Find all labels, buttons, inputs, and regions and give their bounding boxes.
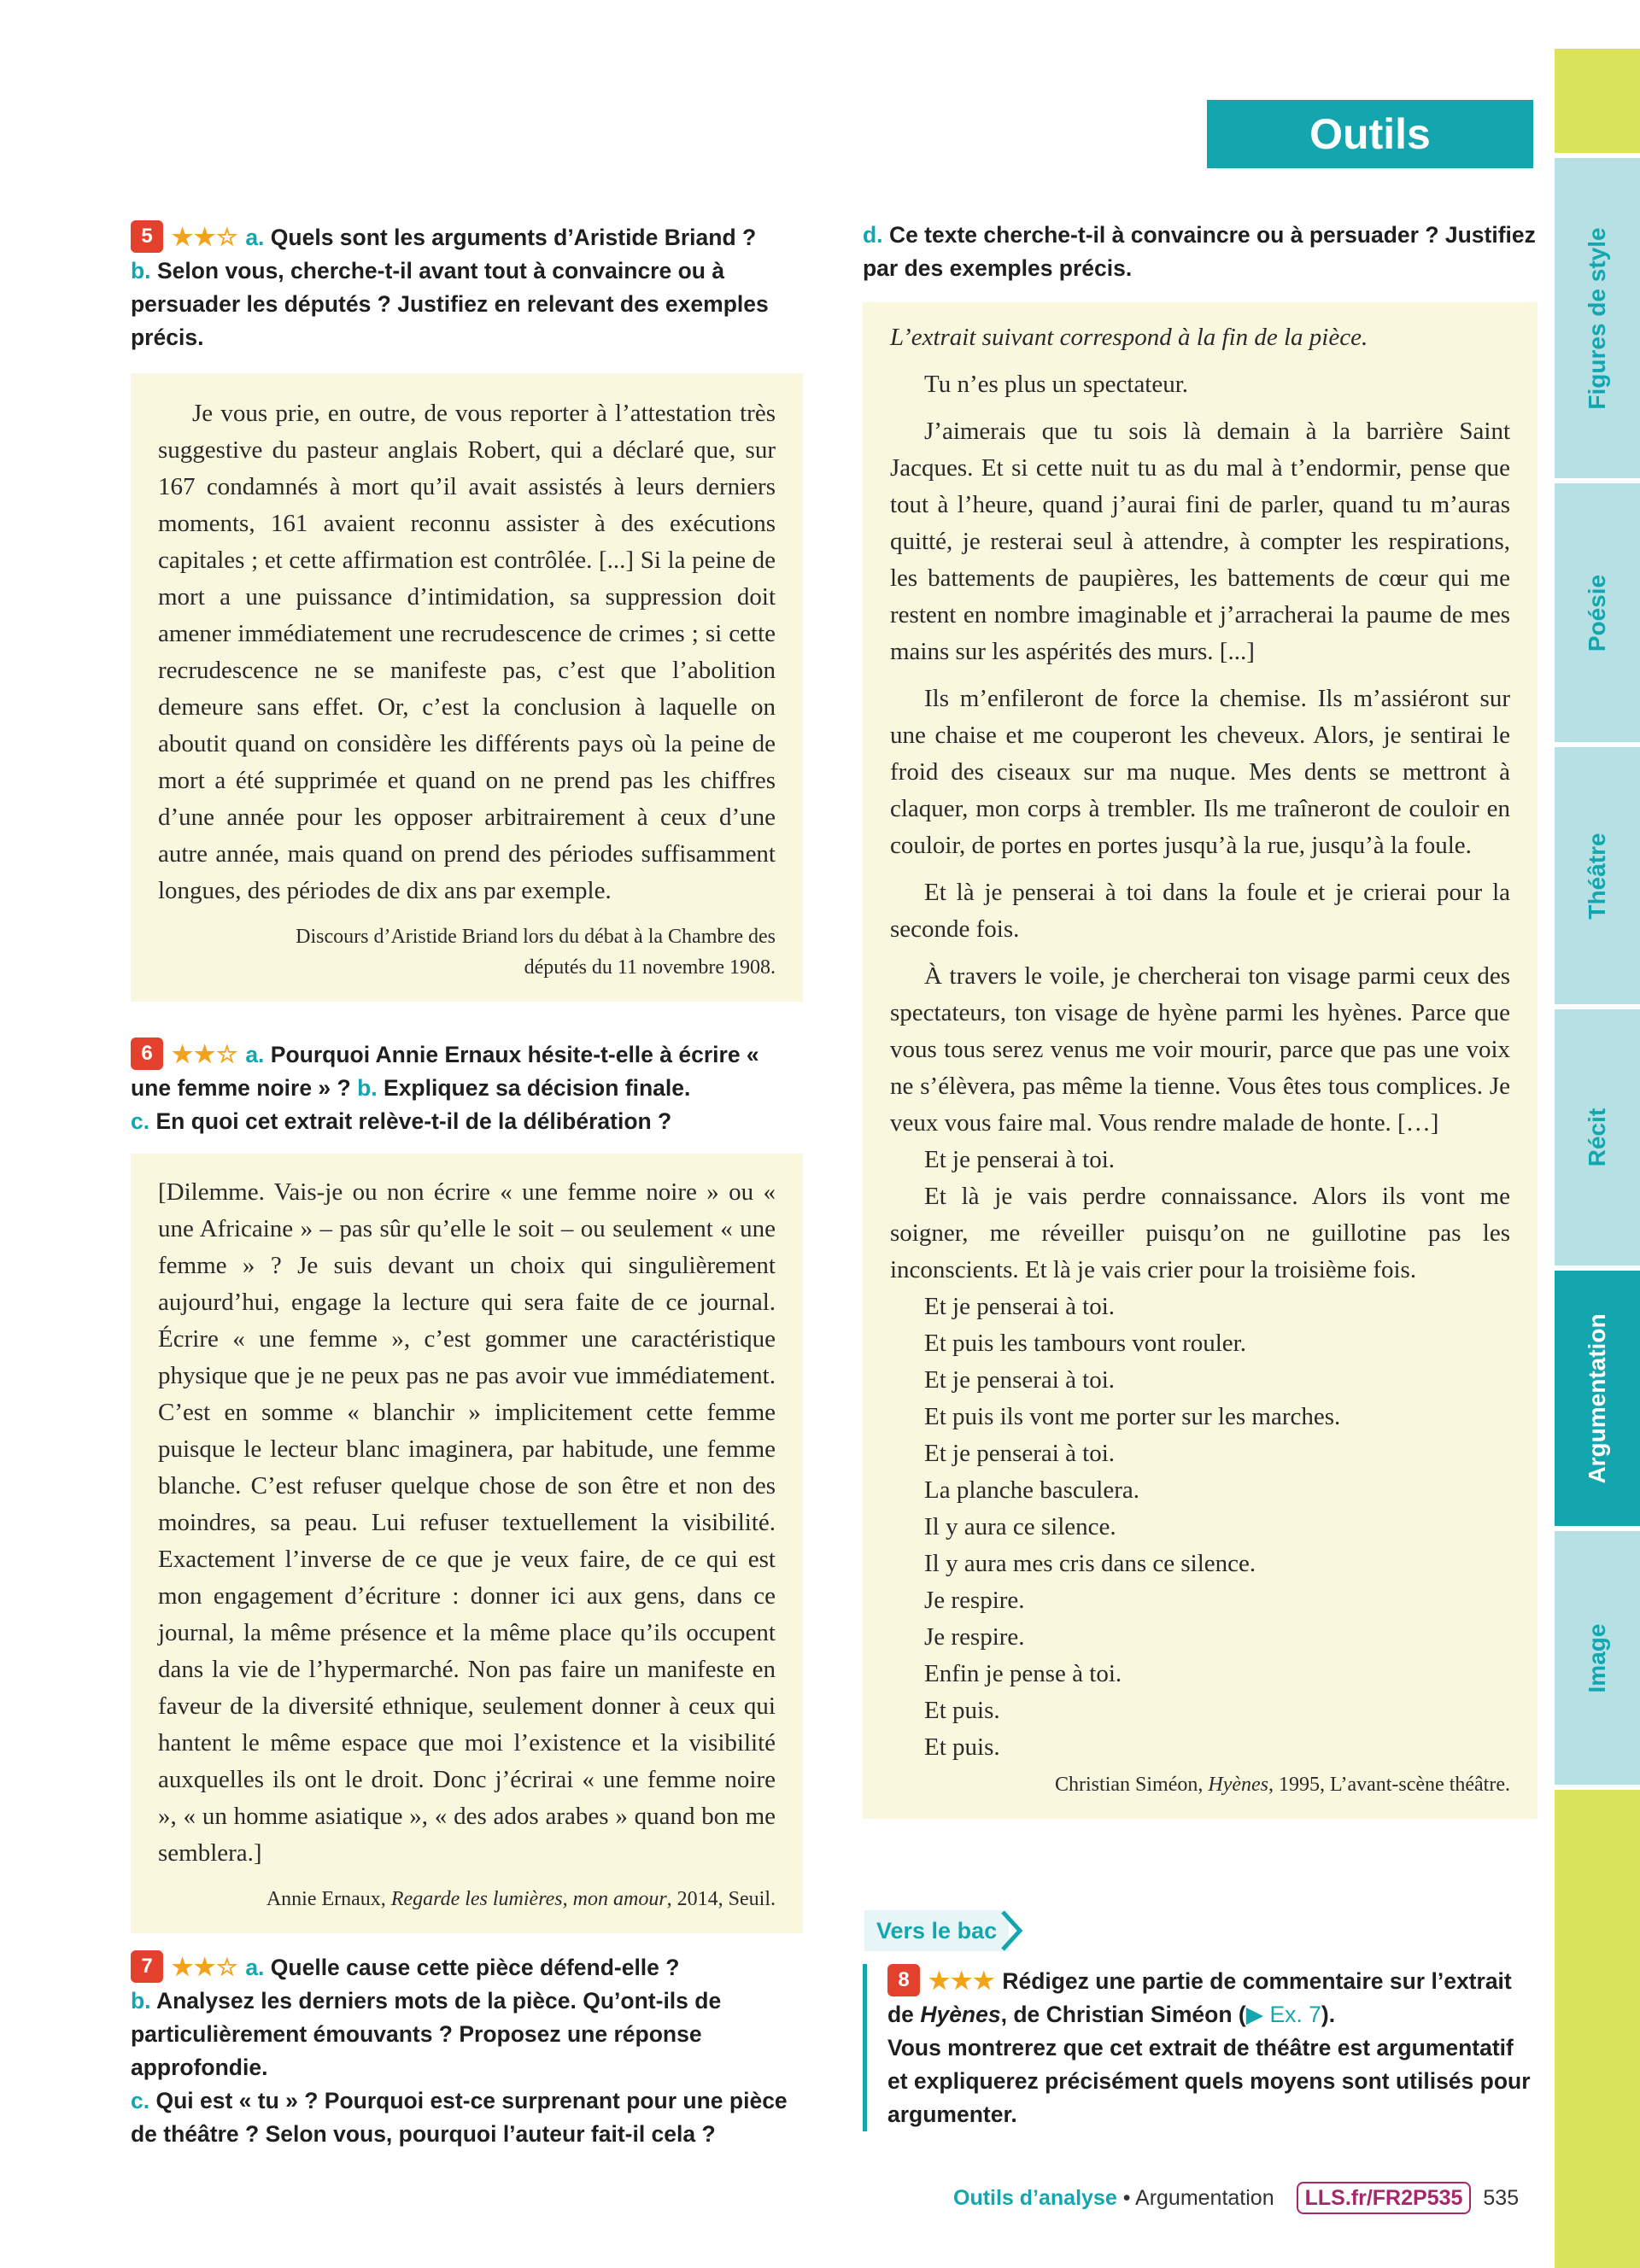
exercise-7-question: 7 ★★☆ a. Quelle cause cette pièce défend-elle ? b. Analysez les derniers mots de la pièce. Qu’ont-ils de particulièrement émouvants ? Proposez une réponse approfondie. c. Qui est « tu » ? Pourquoi est-ce surprenant pour une pièce de théâtre ? Selon vous, pourquoi l’auteur fait-il cela ?	[131, 1950, 803, 2151]
paragraph: Tu n’es plus un spectateur.	[924, 371, 1189, 398]
verse-line: Enfin je pense à toi.	[924, 1660, 1122, 1687]
verse-line: Et puis.	[924, 1733, 1000, 1761]
side-tab-spacer-bottom	[1555, 1790, 1640, 2268]
tab-image[interactable]: Image	[1555, 1531, 1640, 1785]
tab-recit[interactable]: Récit	[1555, 1009, 1640, 1266]
tab-argumentation[interactable]: Argumentation	[1555, 1271, 1640, 1526]
difficulty-stars-icon: ★★☆	[172, 1954, 239, 1980]
ernaux-text: [Dilemme. Vais-je ou non écrire « une femme noire » ou « une Africaine » – pas sûr qu’elle le soit – ou seulement « une femme » ? Je suis devant un choix qui singulièrement aujourd’hui, engage la lecture qui sera faite de ce journal. Écrire « une femme », c’est gommer une caractéristique physique que je ne peux pas ne pas avoir vue immédiatement. C’est en somme « blanchir » implicitement cette femme puisque le lecteur blanc imaginera, par habitude, une femme blanche. C’est refuser quelque chose de son être et non des moindres, sa peau. Lui refuser textuellement la visibilité. Exactement l’inverse de ce que je veux faire, de ce qui est mon engagement d’écriture : donner ici aux gens, dans ce journal, la même présence et la même place qu’ils occupent dans la vie de l’hypermarché. Non pas faire un manifeste en faveur de la diversité ethnique, seulement donner à ceux qui hantent le même espace que moi l’existence et la visibilité auxquelles ils ont le droit. Donc j’écrirai « une femme noire », « un homme asiatique », « des ados arabes » quand bon me semblera.]	[158, 1178, 776, 1867]
lls-link[interactable]: LLS.fr/FR2P535	[1297, 2182, 1472, 2214]
exercise-7-link[interactable]: ▶ Ex. 7	[1245, 2002, 1321, 2027]
text-intro: L’extrait suivant correspond à la fin de la pièce.	[890, 324, 1368, 351]
verse-line: Je respire.	[924, 1623, 1025, 1651]
difficulty-stars-icon: ★★☆	[172, 224, 239, 250]
source-citation: Discours d’Aristide Briand lors du débat à la Chambre des députés du 11 novembre 1908.	[296, 926, 776, 979]
verse-line: Et puis les tambours vont rouler.	[924, 1330, 1246, 1357]
exercise-number: 7	[131, 1950, 163, 1983]
difficulty-stars-icon: ★★☆	[172, 1041, 239, 1067]
source-citation: Christian Siméon, Hyènes, 1995, L’avant-scène théâtre.	[1055, 1774, 1510, 1796]
difficulty-stars-icon: ★★★	[928, 1967, 996, 1994]
exercise-7d-question: d. Ce texte cherche-t-il à convaincre ou à persuader ? Justifiez par des exemples précis.	[863, 222, 1536, 281]
right-column	[863, 219, 1538, 1819]
paragraph: Ils m’enfileront de force la chemise. Ils m’assiéront sur une chaise et me couperont les cheveux. Alors, je sentirai le froid des ciseaux sur ma nuque. Mes dents se mettront à claquer, mon corps à trembler. Ils me traîneront de couloir en couloir, de portes en portes jusqu’à la rue, jusqu’à la foule.	[890, 685, 1510, 859]
verse-line: Il y aura ce silence.	[924, 1513, 1116, 1540]
exercise-number: 6	[131, 1038, 163, 1070]
exercise-5-text-box	[131, 373, 803, 1002]
verse-line: Et puis ils vont me porter sur les marches.	[924, 1403, 1341, 1430]
side-tab-spacer	[1555, 49, 1640, 153]
exercise-8	[863, 1964, 1538, 2131]
exercise-7-text-box	[863, 302, 1538, 1819]
paragraph: Et là je penserai à toi dans la foule et je crierai pour la seconde fois.	[890, 879, 1510, 943]
verse-line: La planche basculera.	[924, 1476, 1139, 1504]
verse-line: Je respire.	[924, 1587, 1025, 1614]
left-column	[131, 220, 803, 2151]
page-footer: Outils d’analyse • Argumentation LLS.fr/FR2P535 535	[953, 2181, 1519, 2215]
section-title: Outils d’analyse	[1207, 100, 1533, 168]
tab-figures-de-style[interactable]: Figures de style	[1555, 158, 1640, 478]
paragraph: Et là je vais perdre connaissance. Alors ils vont me soigner, me réveiller puisqu’on ne guillotine pas les inconscients. Et là je vais crier pour la troisième fois.	[890, 1183, 1510, 1283]
exercise-8-question: 8 ★★★ Rédigez une partie de commentaire sur l’extrait de Hyènes, de Christian Siméon (▶ Ex. 7). Vous montrerez que cet extrait de théâtre est argumentatif et expliquerez précisément quels moyens sont utilisés pour argumenter.	[887, 1964, 1538, 2131]
page-number: 535	[1483, 2186, 1520, 2210]
tab-theatre[interactable]: Théâtre	[1555, 747, 1640, 1004]
exercise-6-question: 6 ★★☆ a. Pourquoi Annie Ernaux hésite-t-elle à écrire « une femme noire » ? b. Expliquez sa décision finale. c. En quoi cet extrait relève-t-il de la délibération ?	[131, 1038, 803, 1138]
verse-line: Et je penserai à toi.	[924, 1293, 1116, 1320]
exercise-number: 8	[887, 1964, 920, 1996]
chevron-right-icon	[998, 1909, 1027, 1953]
exercise-5-question: 5 ★★☆ a. Quels sont les arguments d’Aristide Briand ? b. Selon vous, cherche-t-il avant tout à convaincre ou à persuader les députés ? Justifiez en relevant des exemples précis.	[131, 220, 803, 354]
briand-text: Je vous prie, en outre, de vous reporter à l’attestation très suggestive du pasteur anglais Robert, qui a déclaré que, sur 167 condamnés à mort qu’il avait assistés à leurs derniers moments, 161 avaient reconnu assister à des exécutions capitales ; et cette affirmation est contrôlée. [...] Si la peine de mort a une puissance d’intimidation, sa suppression doit amener immédiatement une recrudescence de crimes ; si cette recrudescence ne se manifeste pas, c’est que l’abolition demeure sans effet. Or, c’est la conclusion à laquelle on aboutit quand on considère les différents pays où la peine de mort a été supprimée et quand on ne prend pas les chiffres d’une année pour les opposer arbitrairement à ceux d’une autre année, mais quand on prend des périodes suffisamment longues, des périodes de dix ans par exemple.	[158, 400, 776, 904]
exercise-number: 5	[131, 220, 163, 253]
side-tabs	[1555, 49, 1640, 2268]
tab-poesie[interactable]: Poésie	[1555, 483, 1640, 742]
paragraph: À travers le voile, je chercherai ton visage parmi ceux des spectateurs, ton visage de hyène parmi les hyènes. Parce que vous tous serez venus me voir mourir, parce que pas une voix ne s’élèvera, pas même la tienne. Vous êtes tous complices. Je veux vous faire mal. Vous rendre malade de honte. […]	[890, 962, 1510, 1137]
paragraph: J’aimerais que tu sois là demain à la barrière Saint Jacques. Et si cette nuit tu as du mal à t’endormir, pense que tout à l’heure, quand j’aurai fini de parler, quand tu m’auras quitté, je resterai seul à attendre, à compter les respirations, les battements de paupières, les battements de cœur qui me restent en nombre imaginable et j’arracherai la paume de mes mains sur les aspérités des murs. [...]	[890, 418, 1510, 665]
source-citation: Annie Ernaux, Regarde les lumières, mon amour, 2014, Seuil.	[266, 1888, 776, 1910]
vers-le-bac-label: Vers le bac	[864, 1910, 1009, 1951]
verse-line: Et je penserai à toi.	[924, 1366, 1116, 1394]
verse-line: Et je penserai à toi.	[924, 1146, 1116, 1173]
verse-line: Et puis.	[924, 1697, 1000, 1724]
verse-line: Et je penserai à toi.	[924, 1440, 1116, 1467]
verse-line: Il y aura mes cris dans ce silence.	[924, 1550, 1256, 1577]
exercise-6-text-box	[131, 1154, 803, 1933]
